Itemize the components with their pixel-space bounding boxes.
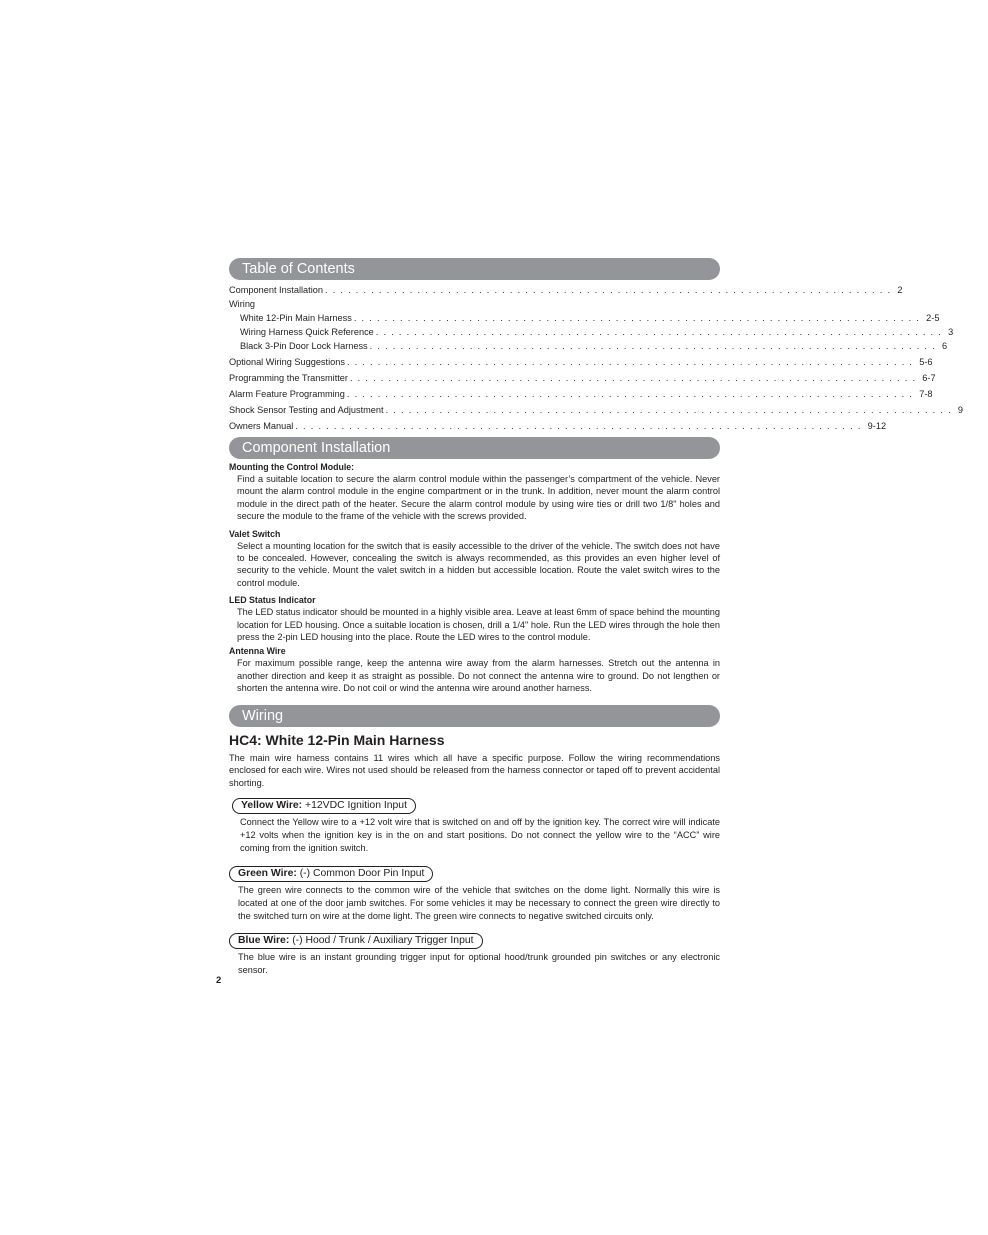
paragraph: The LED status indicator should be mounted in a highly visible area. Leave at least 6mm of space behind the mounting location for LED housing. Once a suitable location is chosen, drill a 1/4" hole. Run the LED wires through the hole then press the 2-pin LED housing into the place. Route the LED wires to the control module. xyxy=(237,607,720,643)
component-banner: Component Installation xyxy=(229,437,720,459)
toc-entry: Owners Manual . . . . . . . . . . . . . . . . . . . . . . . . . . . . . . . . . . . . . . . . . . . . . . . . . . . . . . . . . . . . . . . . . . . . . . . . . . 9-12 xyxy=(229,421,887,431)
toc-entry: Wiring xyxy=(229,299,256,309)
toc-entry: White 12-Pin Main Harness . . . . . . . . . . . . . . . . . . . . . . . . . . . . . . . . . . . . . . . . . . . . . . . . . . . . . . . . . . . . . . . . . . . . . . . . . . 2-5 xyxy=(240,313,940,323)
wiring-banner: Wiring xyxy=(229,705,720,727)
toc-entry: Component Installation . . . . . . . . . . . . . . . . . . . . . . . . . . . . . . . . . . . . . . . . . . . . . . . . . . . . . . . . . . . . . . . . . . . . . . . . . . 2 xyxy=(229,285,903,295)
toc-banner: Table of Contents xyxy=(229,258,720,280)
wire-label-blue: Blue Wire: (-) Hood / Trunk / Auxiliary Trigger Input xyxy=(229,933,483,949)
wire-paragraph: Connect the Yellow wire to a +12 volt wire that is switched on and off by the ignition key. The correct wire will indicate +12 volts when the ignition key is in the on and start positions. Do not connect the yellow wire to the “ACC” wire coming from the ignition switch. xyxy=(240,816,720,854)
subsection-heading: Valet Switch xyxy=(229,528,281,539)
paragraph: Find a suitable location to secure the alarm control module within the passenger’s compartment of the vehicle. Never mount the alarm control module in the engine compartment or in the trunk. In addition, never mount the alarm control module in the direct path of the heater. Secure the alarm control module by using wire ties or drill two 1/8" holes and secure the module to the frame of the vehicle with the screws provided. xyxy=(237,474,720,522)
harness-heading: HC4: White 12-Pin Main Harness xyxy=(229,731,445,748)
toc-entry: Wiring Harness Quick Reference . . . . . . . . . . . . . . . . . . . . . . . . . . . . . . . . . . . . . . . . . . . . . . . . . . . . . . . . . . . . . . . . . . . . . . . . . . 3 xyxy=(240,327,954,337)
paragraph: For maximum possible range, keep the antenna wire away from the alarm harnesses. Stretch out the antenna in another direction and keep it as straight as possible. Do not connect the antenna wire to ground. Do not lengthen or shorten the antenna wire. Do not coil or wind the antenna wire around another harness. xyxy=(237,658,720,694)
page-number: 2 xyxy=(216,975,222,986)
wire-label-yellow: Yellow Wire: +12VDC Ignition Input xyxy=(232,798,416,814)
intro-paragraph: The main wire harness contains 11 wires which all have a specific purpose. Follow the wiring recommendations enclosed for each wire. Wires not used should be released from the harness connector or taped off to prevent accidental shorting. xyxy=(229,752,720,788)
toc-list xyxy=(229,283,964,433)
wire-paragraph: The blue wire is an instant grounding trigger input for optional hood/trunk grounded pin switches or any electronic sensor. xyxy=(238,952,720,976)
toc-entry: Programming the Transmitter . . . . . . . . . . . . . . . . . . . . . . . . . . . . . . . . . . . . . . . . . . . . . . . . . . . . . . . . . . . . . . . . . . . . . . . . . . 6-7 xyxy=(229,373,936,383)
manual-page xyxy=(229,258,964,985)
paragraph: Select a mounting location for the switch that is easily accessible to the driver of the vehicle. The switch does not have to be concealed. However, concealing the switch is always recommended, as this provides an even higher level of security to the vehicle. Mount the valet switch in a hidden but accessible location. Route the valet switch wires to the control module. xyxy=(237,540,720,588)
toc-entry: Black 3-Pin Door Lock Harness . . . . . . . . . . . . . . . . . . . . . . . . . . . . . . . . . . . . . . . . . . . . . . . . . . . . . . . . . . . . . . . . . . . . . . . . . . 6 xyxy=(240,341,948,351)
wire-paragraph: The green wire connects to the common wire of the vehicle that switches on the dome light. Normally this wire is located at one of the door jamb switches. For some vehicles it may be necessary to connect the green wire directly to the switched turn on wire at the dome light. The green wire connects to negative switched circuits only. xyxy=(238,884,720,921)
toc-entry: Optional Wiring Suggestions . . . . . . . . . . . . . . . . . . . . . . . . . . . . . . . . . . . . . . . . . . . . . . . . . . . . . . . . . . . . . . . . . . . . . . . . . . 5-6 xyxy=(229,357,933,367)
toc-entry: Shock Sensor Testing and Adjustment . . . . . . . . . . . . . . . . . . . . . . . . . . . . . . . . . . . . . . . . . . . . . . . . . . . . . . . . . . . . . . . . . . . . . . . . . . 9 xyxy=(229,405,964,415)
subsection-heading: Mounting the Control Module: xyxy=(229,462,355,472)
subsection-heading: Antenna Wire xyxy=(229,646,286,657)
wire-label-green: Green Wire: (-) Common Door Pin Input xyxy=(229,866,433,882)
subsection-heading: LED Status Indicator xyxy=(229,595,316,606)
toc-entry: Alarm Feature Programming . . . . . . . . . . . . . . . . . . . . . . . . . . . . . . . . . . . . . . . . . . . . . . . . . . . . . . . . . . . . . . . . . . . . . . . . . . 7-8 xyxy=(229,389,933,399)
